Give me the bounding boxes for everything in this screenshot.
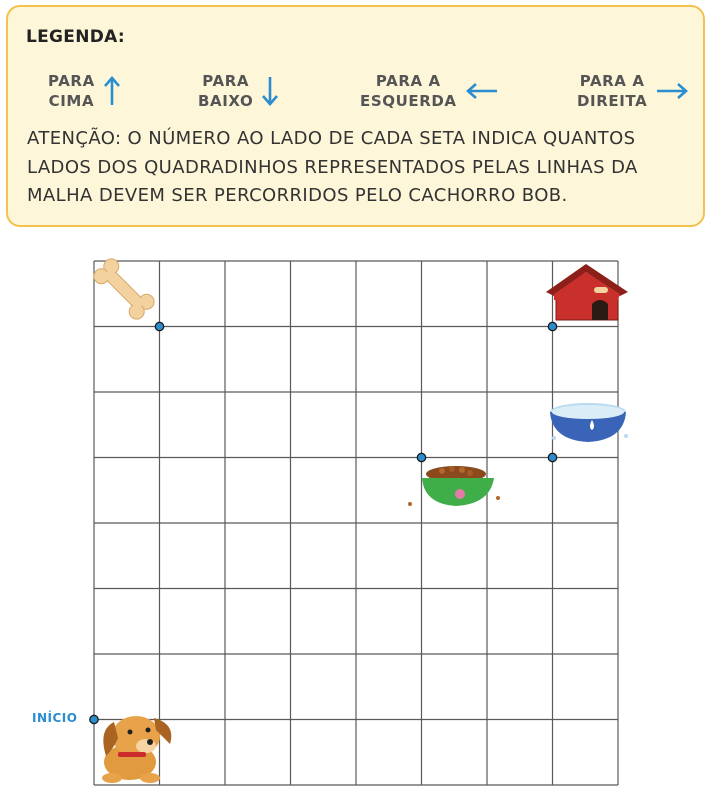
grid-lines bbox=[94, 261, 618, 785]
legend-down-line1: PARA bbox=[202, 72, 250, 90]
water-bowl-icon bbox=[550, 403, 628, 442]
dog-icon bbox=[102, 716, 171, 783]
start-label: INÍCIO bbox=[32, 711, 78, 725]
legend-right-line1: PARA A bbox=[579, 72, 645, 90]
legend-down-line2: BAIXO bbox=[198, 92, 254, 110]
legend-up-line1: PARA bbox=[48, 72, 95, 90]
legend-note: ATENÇÃO: O NÚMERO AO LADO DE CADA SETA INDICA QUANTOS LADOS DOS QUADRADINHOS REPRESENTADOS PELAS LINHAS DA MALHA DEVEM SER PERCORRIDOS PELO CACHORRO BOB. bbox=[27, 128, 638, 206]
legend-left-line1: PARA A bbox=[375, 72, 441, 90]
doghouse-icon bbox=[546, 264, 628, 320]
legend-up-line2: CIMA bbox=[48, 92, 95, 110]
legend-left-line2: ESQUERDA bbox=[360, 92, 457, 110]
bone-icon bbox=[91, 256, 157, 322]
legend-title: LEGENDA: bbox=[26, 27, 126, 47]
start-point bbox=[90, 715, 98, 723]
legend-right-line2: DIREITA bbox=[577, 92, 648, 110]
